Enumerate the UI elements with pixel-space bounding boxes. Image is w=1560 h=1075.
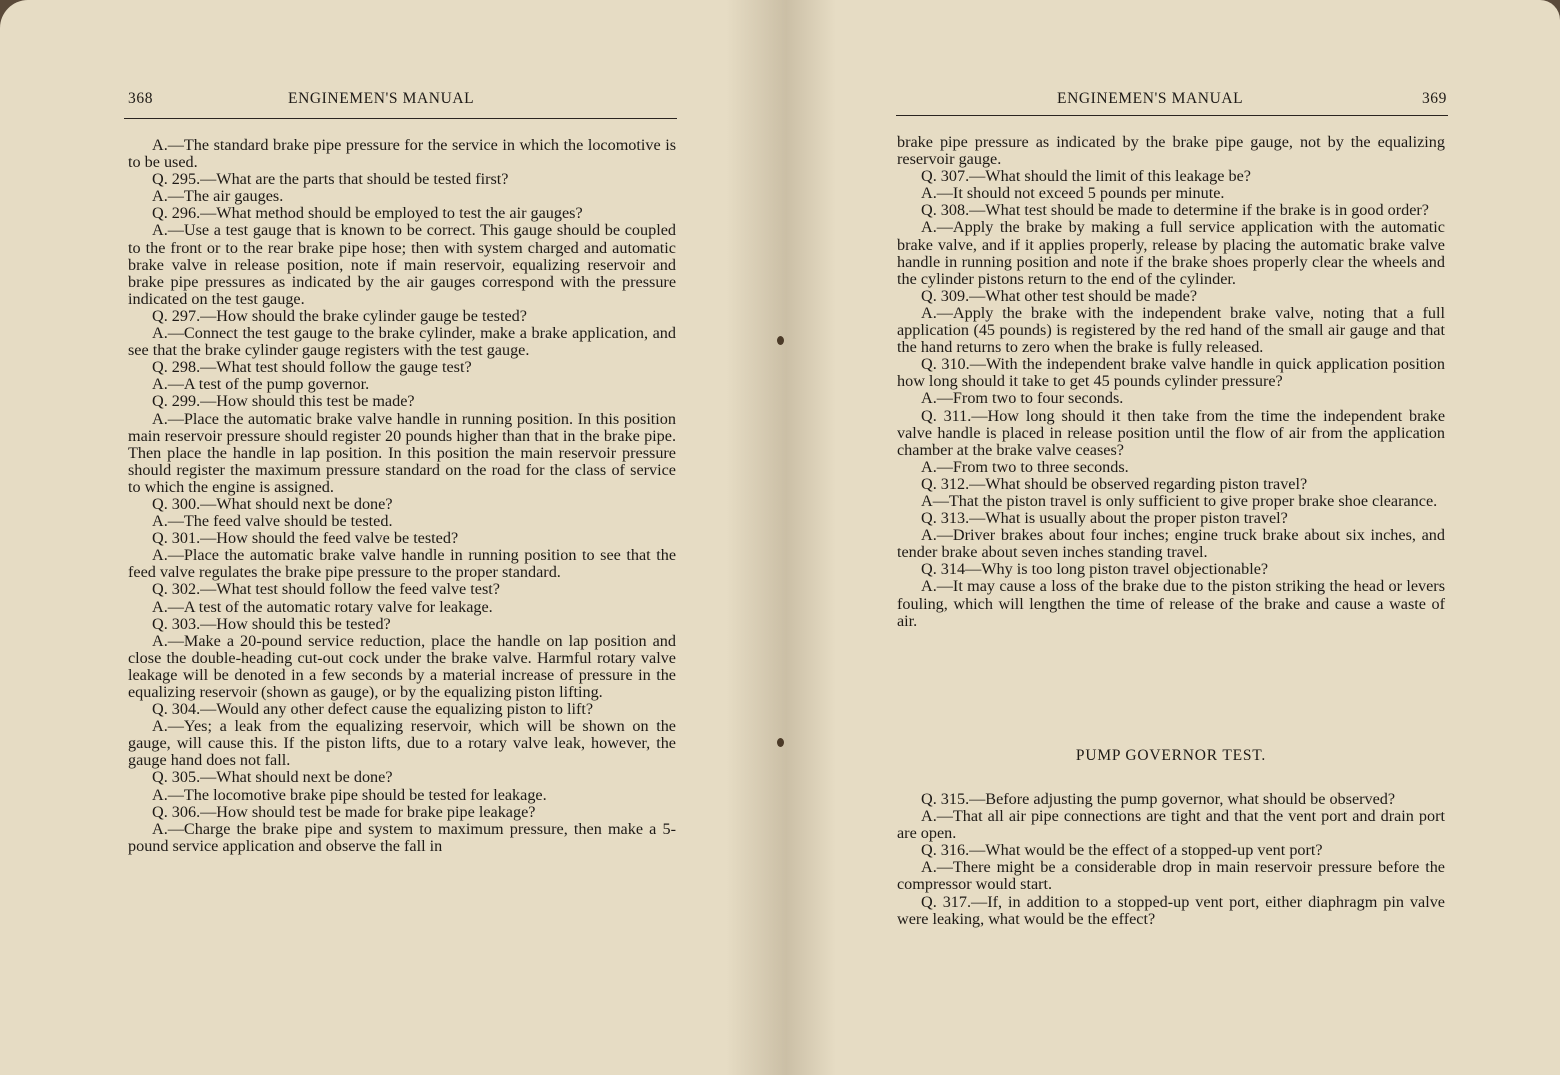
paragraph: A—That the piston travel is only sufficient to give proper brake shoe clearance.	[921, 491, 1438, 510]
paragraph: Q. 308.—What test should be made to determine if the brake is in good order?	[921, 201, 1429, 220]
paragraph: Q. 301.—How should the feed valve be tested?	[152, 529, 459, 548]
paragraph: A.—Place the automatic brake valve handle in running position to see that the feed valve regulates the brake pipe pressure to the proper standard.	[128, 546, 676, 582]
paragraph: A.—Driver brakes about four inches; engine truck brake about six inches, and tender brake about seven inches standing travel.	[897, 526, 1445, 562]
right-section-text	[897, 791, 1445, 928]
left-running-title: ENGINEMEN'S MANUAL	[288, 90, 475, 107]
left-header-rule	[124, 118, 677, 119]
paragraph: Q. 304.—Would any other defect cause the equalizing piston to lift?	[152, 700, 594, 719]
paragraph: Q. 296.—What method should be employed to test the air gauges?	[152, 204, 583, 223]
paragraph: A.—The standard brake pipe pressure for the service in which the locomotive is to be used.	[128, 136, 676, 172]
paragraph: Q. 311.—How long should it then take from the time the independent brake valve handle is placed in release position until the flow of air from the application chamber at the brake valve ceases?	[897, 406, 1445, 459]
paragraph: A.—It should not exceed 5 pounds per minute.	[921, 184, 1225, 203]
paragraph: Q. 314—Why is too long piston travel objectionable?	[921, 560, 1269, 579]
paragraph: A.—From two to four seconds.	[921, 389, 1124, 408]
paragraph: Q. 299.—How should this test be made?	[152, 392, 415, 411]
right-page-text	[897, 134, 1445, 630]
paragraph: Q. 317.—If, in addition to a stopped-up vent port, either diaphragm pin valve were leaking, what would be the effect?	[897, 892, 1445, 928]
binding-thread	[777, 738, 784, 747]
paragraph: Q. 302.—What test should follow the feed valve test?	[152, 580, 500, 599]
binding-thread	[777, 336, 784, 345]
paragraph: A.—There might be a considerable drop in main reservoir pressure before the compressor would start.	[897, 858, 1445, 894]
paragraph: A.—Place the automatic brake valve handle in running position. In this position main reservoir pressure should register 20 pounds higher than that in the brake pipe. Then place the handle in lap position. In this position the main reservoir pressure should register the maximum pressure standard on the road for the class of service to which the engine is assigned.	[128, 409, 676, 496]
paragraph: Q. 297.—How should the brake cylinder gauge be tested?	[152, 306, 527, 325]
left-page-number: 368	[128, 90, 154, 107]
section-heading: PUMP GOVERNOR TEST.	[1075, 747, 1267, 764]
paragraph: A.—Connect the test gauge to the brake cylinder, make a brake application, and see that the brake cylinder gauge registers with the test gauge.	[128, 324, 676, 360]
paragraph: Q. 300.—What should next be done?	[152, 494, 393, 513]
right-running-title: ENGINEMEN'S MANUAL	[1057, 90, 1244, 107]
right-page	[786, 0, 1560, 1075]
paragraph: A.—The feed valve should be tested.	[152, 512, 393, 531]
paragraph: Q. 313.—What is usually about the proper piston travel?	[921, 509, 1288, 528]
paragraph: Q. 305.—What should next be done?	[152, 768, 393, 787]
paragraph: A.—Charge the brake pipe and system to maximum pressure, then make a 5-pound service application and observe the fall in	[128, 819, 676, 855]
paragraph: A.—Apply the brake by making a full service application with the automatic brake valve, and if it applies properly, release by placing the automatic brake valve handle in running position and note if the brake shoes properly clear the wheels and the cylinder pistons return to the end of the cylinder.	[897, 218, 1445, 288]
paragraph: A.—Yes; a leak from the equalizing reservoir, which will be shown on the gauge, will cause this. If the piston lifts, due to a rotary valve leak, however, the gauge hand does not fall.	[128, 717, 676, 770]
paragraph: A.—Make a 20-pound service reduction, place the handle on lap position and close the double-heading cut-out cock under the brake valve. Harmful rotary valve leakage will be denoted in a few seconds by a material increase of pressure in the equalizing reservoir (shown as gauge), or by the equalizing piston lifting.	[128, 631, 676, 701]
paragraph: Q. 298.—What test should follow the gauge test?	[152, 358, 472, 377]
paragraph: Q. 316.—What would be the effect of a stopped-up vent port?	[921, 841, 1323, 860]
paragraph: A.—Use a test gauge that is known to be correct. This gauge should be coupled to the front or to the rear brake pipe hose; then with system charged and automatic brake valve in release position, note if main reservoir, equalizing reservoir and brake pipe pressures as indicated by the air gauges correspond with the pressure indicated on the test gauge.	[128, 221, 676, 308]
paragraph: Q. 306.—How should test be made for brake pipe leakage?	[152, 802, 536, 821]
paragraph: Q. 312.—What should be observed regarding piston travel?	[921, 474, 1308, 493]
paragraph: Q. 307.—What should the limit of this leakage be?	[921, 167, 1251, 186]
paragraph: A.—A test of the pump governor.	[152, 375, 370, 394]
paragraph: A.—It may cause a loss of the brake due to the piston striking the head or levers fouling, which will lengthen the time of release of the brake and cause a waste of air.	[897, 577, 1445, 630]
paragraph: A.—Apply the brake with the independent brake valve, noting that a full application (45 pounds) is registered by the red hand of the small air gauge and that the hand returns to zero when the brake is fully released.	[897, 303, 1445, 357]
paragraph: A.—That all air pipe connections are tight and that the vent port and drain port are open.	[897, 807, 1445, 843]
paragraph: Q. 310.—With the independent brake valve handle in quick application position how long should it take to get 45 pounds cylinder pressure?	[897, 355, 1445, 391]
left-page-text	[128, 137, 676, 855]
paragraph: A.—The locomotive brake pipe should be tested for leakage.	[152, 785, 547, 804]
right-header	[897, 90, 1447, 112]
paragraph: Q. 303.—How should this be tested?	[152, 614, 391, 633]
paragraph: Q. 309.—What other test should be made?	[921, 286, 1198, 305]
paragraph: A.—The air gauges.	[152, 187, 284, 206]
paragraph: brake pipe pressure as indicated by the brake pipe gauge, not by the equalizing reservoir gauge.	[897, 133, 1445, 169]
paragraph: Q. 295.—What are the parts that should be tested first?	[152, 170, 509, 189]
paragraph: Q. 315.—Before adjusting the pump governor, what should be observed?	[921, 790, 1396, 808]
left-header	[128, 90, 676, 112]
paragraph: A.—From two to three seconds.	[921, 457, 1129, 476]
right-page-number: 369	[1421, 90, 1447, 107]
paragraph: A.—A test of the automatic rotary valve for leakage.	[152, 597, 493, 616]
right-header-rule	[896, 115, 1448, 116]
